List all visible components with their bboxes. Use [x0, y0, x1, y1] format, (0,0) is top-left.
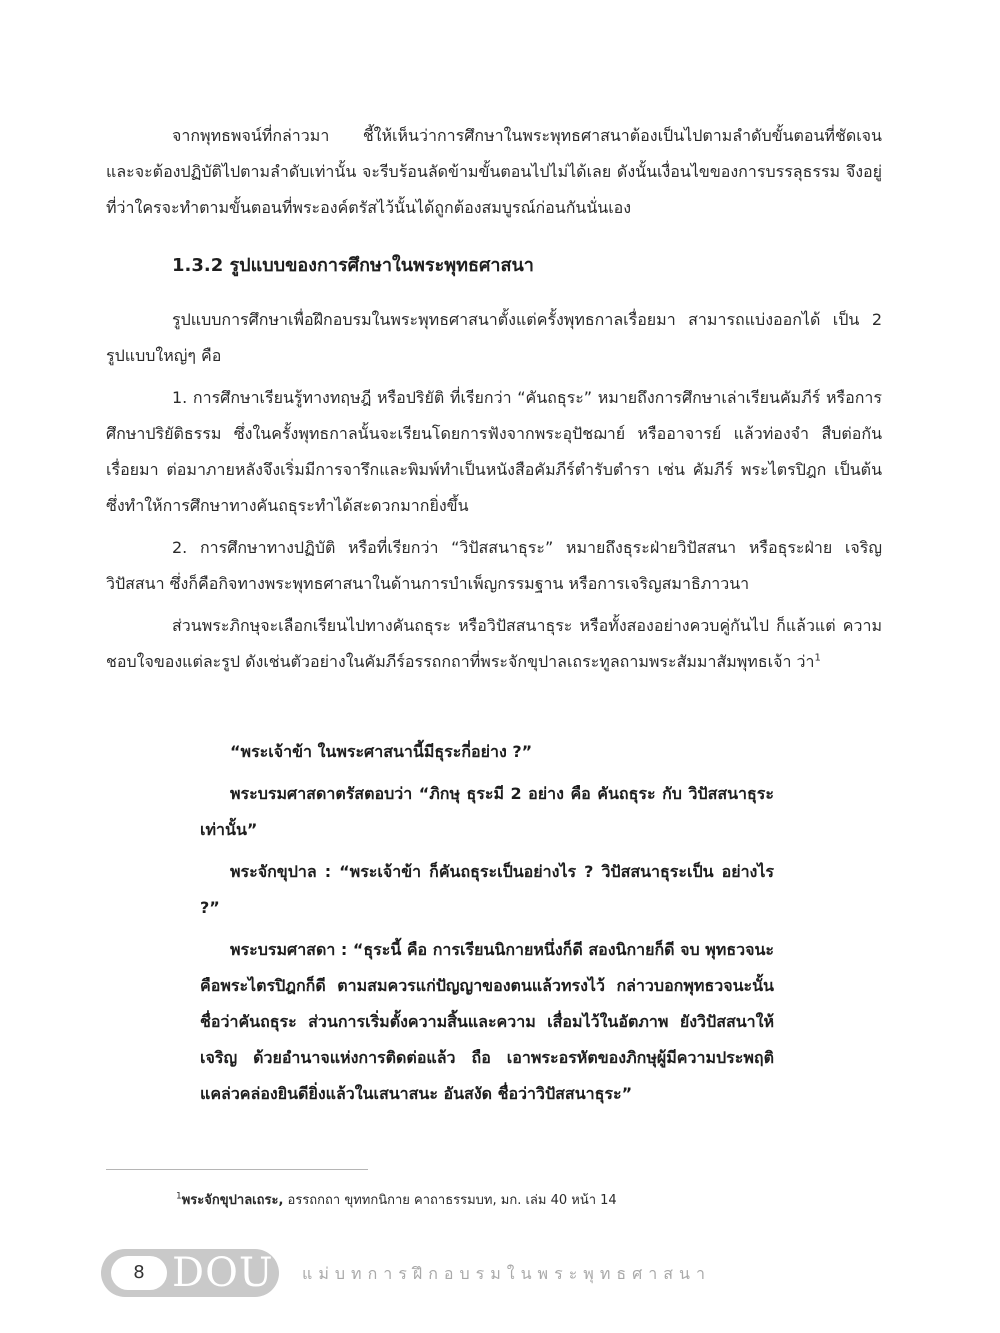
paragraph-choice [106, 608, 882, 680]
paragraph-forms: รูปแบบการศึกษาเพื่อฝึกอบรมในพระพุทธศาสนาตั้งแต่ครั้งพุทธกาลเรื่อยมา สามารถแบ่งออกได้ เป็น 2 รูปแบบใหญ่ๆ คือ [106, 310, 882, 365]
brand-logo-text: DOU [172, 1250, 274, 1296]
footnote-author: พระจักขุปาลเถระ, [181, 1193, 284, 1208]
footnote-reference[interactable]: 1 [814, 652, 821, 664]
quote-line: พระบรมศาสดาตรัสตอบว่า “ภิกษุ ธุระมี 2 อย่าง คือ คันถธุระ กับ วิปัสสนาธุระ เท่านั้น” [200, 784, 774, 839]
footnote-divider [106, 1169, 368, 1170]
paragraph-choice-text: ส่วนพระภิกษุจะเลือกเรียนไปทางคันถธุระ หรือวิปัสสนาธุระ หรือทั้งสองอย่างควบคู่กันไป ก็แล้วแต่ ความชอบใจของแต่ละรูป ดังเช่นตัวอย่างในคัมภีร์อรรถกถาที่พระจักขุปาลเถระทูลถามพระสัมมาสัมพุทธเจ้า ว่า [106, 616, 882, 671]
running-footer-title: แม่บทการฝึกอบรมในพระพุทธศาสนา [302, 1264, 711, 1283]
section-heading: 1.3.2 รูปแบบของการศึกษาในพระพุทธศาสนา [172, 255, 534, 276]
dialogue-quote-block [200, 734, 774, 1118]
page-number: 8 [111, 1256, 167, 1290]
paragraph-practice: 2. การศึกษาทางปฏิบัติ หรือที่เรียกว่า “วิปัสสนาธุระ” หมายถึงธุระฝ่ายวิปัสสนา หรือธุระฝ่าย เจริญวิปัสสนา ซึ่งก็คือกิจทางพระพุทธศาสนาในด้านการบำเพ็ญกรรมฐาน หรือการเจริญสมาธิภาวนา [106, 538, 882, 593]
footnote-citation: อรรถกถา ขุททกนิกาย คาถาธรรมบท, มก. เล่ม 40 หน้า 14 [283, 1193, 617, 1208]
paragraph-theory: 1. การศึกษาเรียนรู้ทางทฤษฎี หรือปริยัติ ที่เรียกว่า “คันถธุระ” หมายถึงการศึกษาเล่าเรียนคัมภีร์ หรือการศึกษาปริยัติธรรม ซึ่งในครั้งพุทธกาลนั้นจะเรียนโดยการฟังจากพระอุปัชฌาย์ หรืออาจารย์ แล้วท่องจำ สืบต่อกันเรื่อยมา ต่อมาภายหลังจึงเริ่มมีการจารึกและพิมพ์ทำเป็นหนังสือคัมภีร์ตำรับตำรา เช่น คัมภีร์ พระไตรปิฎก เป็นต้น ซึ่งทำให้การศึกษาทางคันถธุระทำได้สะดวกมากยิ่งขึ้น [106, 388, 883, 515]
footnote-number: 1 [176, 1191, 182, 1202]
footnote [176, 1190, 617, 1212]
main-content [106, 118, 882, 680]
quote-line: “พระเจ้าข้า ในพระศาสนานี้มีธุระกี่อย่าง ?” [230, 742, 533, 761]
quote-line: พระบรมศาสดา : “ธุระนี้ คือ การเรียนนิกายหนึ่งก็ดี สองนิกายก็ดี จบ พุทธวจนะคือพระไตรปิฎกก็ดี ตามสมควรแก่ปัญญาของตนแล้วทรงไว้ กล่าวบอกพุทธวจนะนั้น ชื่อว่าคันถธุระ ส่วนการเริ่มตั้งความสิ้นและความ เสื่อมไว้ในอัตภาพ ยังวิปัสสนาให้เจริญ ด้วยอำนาจแห่งการติดต่อแล้ว ถือ เอาพระอรหัตของภิกษุผู้มีความประพฤติแคล่วคล่องยินดียิ่งแล้วในเสนาสนะ อันสงัด ชื่อว่าวิปัสสนาธุระ” [200, 940, 774, 1103]
quote-line: พระจักขุปาล : “พระเจ้าข้า ก็คันถธุระเป็นอย่างไร ? วิปัสสนาธุระเป็น อย่างไร ?” [200, 862, 774, 917]
paragraph-intro: จากพุทธพจน์ที่กล่าวมา ชี้ให้เห็นว่าการศึกษาในพระพุทธศาสนาต้องเป็นไปตามลำดับขั้นตอนที่ชัดเจน และจะต้องปฏิบัติไปตามลำดับเท่านั้น จะรีบร้อนลัดข้ามขั้นตอนไปไม่ได้เลย ดังนั้นเงื่อนไขของการบรรลุธรรม จึงอยู่ที่ว่าใครจะทำตามขั้นตอนที่พระองค์ตรัสไว้นั้นได้ถูกต้องสมบูรณ์ก่อนกันนั่นเอง [106, 126, 882, 217]
